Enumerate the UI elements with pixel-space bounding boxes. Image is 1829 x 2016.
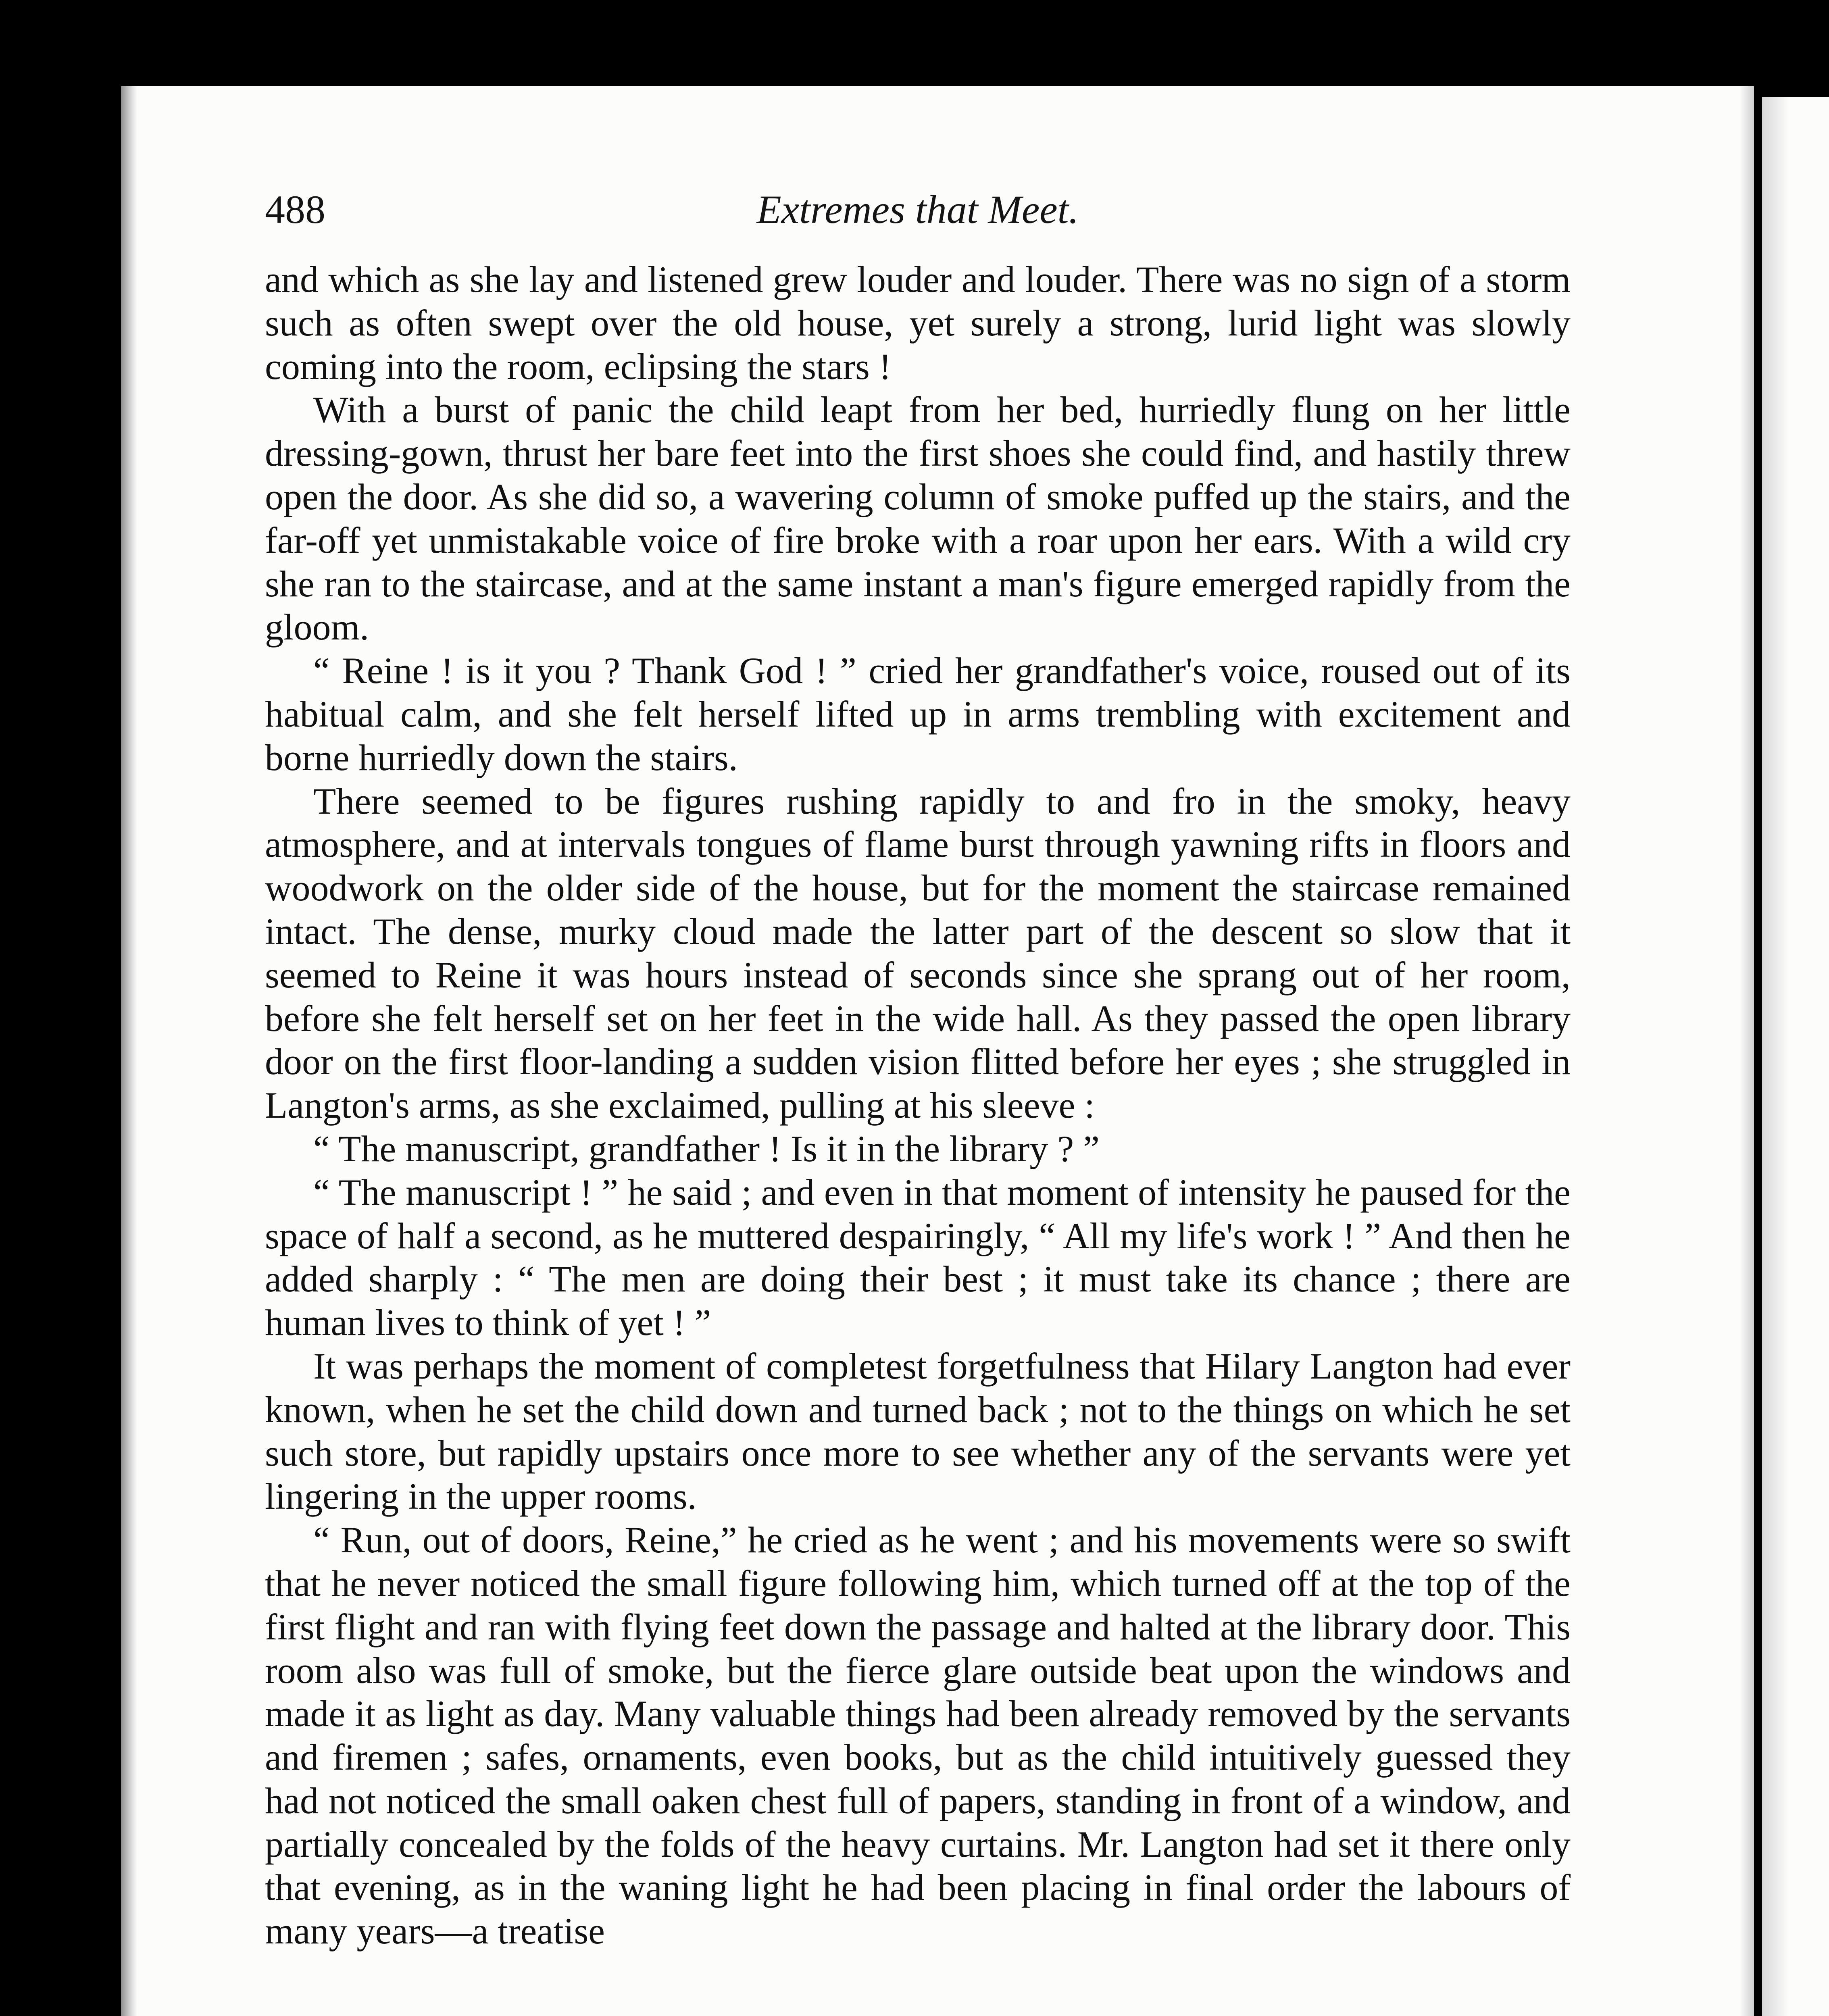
page-binding-shadow — [121, 86, 137, 2016]
body-text — [265, 258, 1571, 1953]
paragraph: “ The manuscript ! ” he said ; and even in that moment of intensity he paused for the space of half a second, as he muttered despairingly, “ All my life's work ! ” And then he added sharply : “ The men are doing their best ; it must take its chance ; there are human lives to think of yet ! ” — [265, 1171, 1571, 1343]
running-head — [265, 177, 1571, 242]
paragraph: With a burst of panic the child leapt from her bed, hurriedly flung on her little dressing-gown, thrust her bare feet into the first shoes she could find, and hastily threw open the door. As she did so, a wavering column of smoke puffed up the stairs, and the far-off yet unmistakable voice of fire broke with a roar upon her ears. With a wild cry she ran to the staircase, and at the same instant a man's figure emerged rapidly from the gloom. — [265, 389, 1571, 648]
paragraph: It was perhaps the moment of completest forgetfulness that Hilary Langton had ever known, when he set the child down and turned back ; not to the things on which he set such store, but rapidly upstairs once more to see whether any of the servants were yet lingering in the upper rooms. — [265, 1345, 1571, 1517]
adjacent-page-edge — [1762, 97, 1829, 2016]
running-title: Extremes that Meet. — [756, 187, 1079, 232]
paragraph: “ The manuscript, grandfather ! Is it in the library ? ” — [313, 1128, 1100, 1169]
paragraph: “ Reine ! is it you ? Thank God ! ” cried her grandfather's voice, roused out of its habitual calm, and she felt herself lifted up in arms trembling with excitement and borne hurriedly down the stairs. — [265, 650, 1571, 778]
paragraph: “ Run, out of doors, Reine,” he cried as he went ; and his movements were so swift that he never noticed the small figure following him, which turned off at the top of the first flight and ran with flying feet down the passage and halted at the library door. This room also was full of smoke, but the fierce glare outside beat upon the windows and made it as light as day. Many valuable things had been already removed by the servants and firemen ; safes, ornaments, even books, but as the child intuitively guessed they had not noticed the small oaken chest full of papers, standing in front of a window, and partially concealed by the folds of the heavy curtains. Mr. Langton had set it there only that evening, as in the waning light he had been placing in final order the labours of many years—a treatise — [265, 1519, 1571, 1952]
page-number: 488 — [265, 187, 325, 232]
page-gutter-shadow — [1739, 86, 1754, 2016]
paragraph: There seemed to be figures rushing rapidly to and fro in the smoky, heavy atmosphere, and at intervals tongues of flame burst through yawning rifts in floors and woodwork on the older side of the house, but for the moment the staircase remained intact. The dense, murky cloud made the latter part of the descent so slow that it seemed to Reine it was hours instead of seconds since she sprang out of her room, before she felt herself set on her feet in the wide hall. As they passed the open library door on the first floor-landing a sudden vision flitted before her eyes ; she struggled in Langton's arms, as she exclaimed, pulling at his sleeve : — [265, 780, 1571, 1126]
paragraph: and which as she lay and listened grew louder and louder. There was no sign of a storm such as often swept over the old house, yet surely a strong, lurid light was slowly coming into the room, eclipsing the stars ! — [265, 259, 1571, 387]
